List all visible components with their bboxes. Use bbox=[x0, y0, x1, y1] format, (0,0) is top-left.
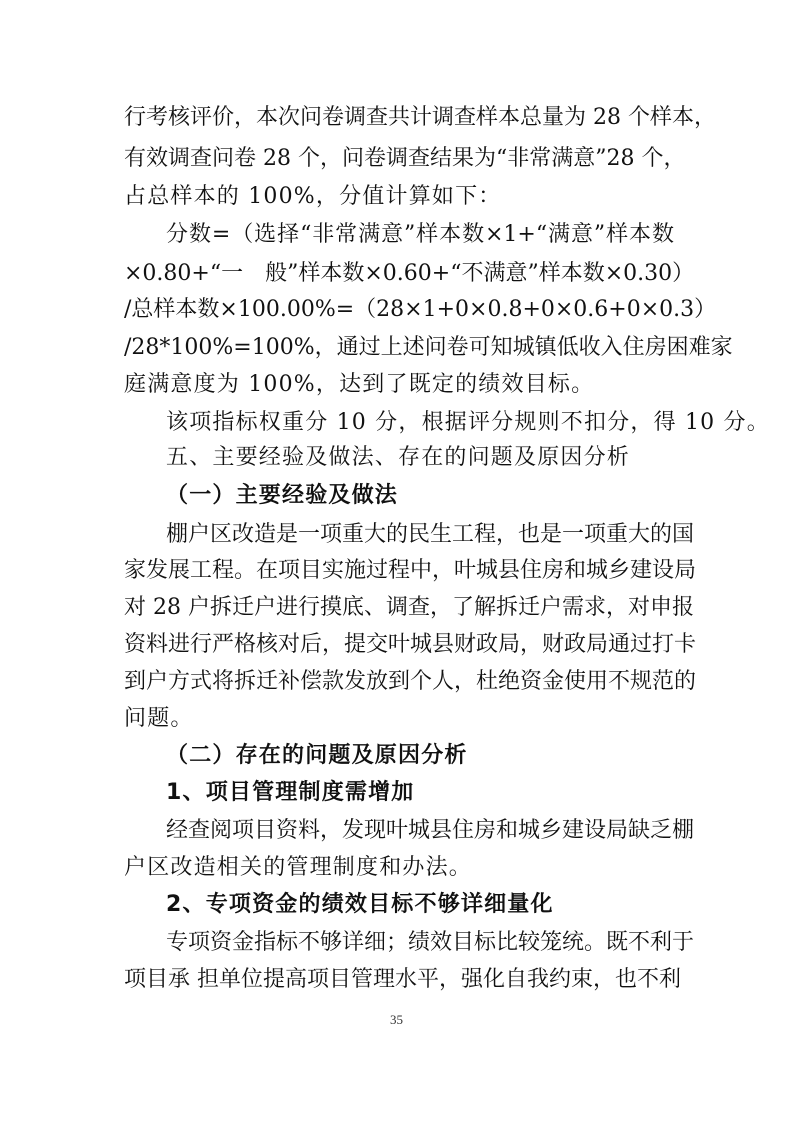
formula-line: ×0.80+“一 般”样本数×0.60+“不满意”样本数×0.30） bbox=[124, 261, 695, 286]
body-text-line: 户区改造相关的管理制度和办法。 bbox=[124, 855, 473, 880]
body-text-line: /28*100%=100%，通过上述问卷可知城镇低收入住房困难家 bbox=[124, 335, 733, 360]
subsection-heading: （一）主要经验及做法 bbox=[166, 483, 399, 508]
body-text-line: 对 28 户拆迁户进行摸底、调查，了解拆迁户需求，对申报 bbox=[124, 595, 694, 620]
body-text-line: 专项资金指标不够详细；绩效目标比较笼统。既不利于 bbox=[166, 930, 695, 955]
body-text-line: 该项指标权重分 10 分，根据评分规则不扣分，得 10 分。 bbox=[166, 410, 770, 435]
body-text-line: 棚户区改造是一项重大的民生工程，也是一项重大的国 bbox=[166, 522, 695, 547]
item-heading: 2、专项资金的绩效目标不够详细量化 bbox=[166, 892, 554, 917]
body-text-line: 庭满意度为 100%，达到了既定的绩效目标。 bbox=[124, 372, 595, 397]
item-heading: 1、项目管理制度需增加 bbox=[166, 780, 415, 805]
body-text-line: 家发展工程。在项目实施过程中，叶城县住房和城乡建设局 bbox=[124, 558, 697, 583]
body-text-line: 经查阅项目资料，发现叶城县住房和城乡建设局缺乏棚 bbox=[166, 818, 695, 843]
body-text-line: 问题。 bbox=[124, 706, 194, 731]
formula-line: 分数=（选择“非常满意”样本数×1+“满意”样本数 bbox=[166, 222, 674, 247]
body-text-line: 项目承 担单位提高项目管理水平，强化自我约束，也不利 bbox=[124, 967, 681, 992]
body-text-line: 到户方式将拆迁补偿款发放到个人，杜绝资金使用不规范的 bbox=[124, 669, 697, 694]
page-number: 35 bbox=[390, 1012, 403, 1027]
formula-line: /总样本数×100.00%=（28×1+0×0.8+0×0.6+0×0.3） bbox=[124, 297, 717, 322]
body-text-line: 有效调查问卷 28 个，问卷调查结果为“非常满意”28 个， bbox=[124, 146, 686, 171]
section-heading: 五、主要经验及做法、存在的问题及原因分析 bbox=[166, 445, 631, 470]
body-text-line: 资料进行严格核对后，提交叶城县财政局，财政局通过打卡 bbox=[124, 632, 697, 657]
body-text-line: 占总样本的 100%，分值计算如下： bbox=[124, 184, 502, 209]
subsection-heading: （二）存在的问题及原因分析 bbox=[166, 743, 468, 768]
body-text-line: 行考核评价，本次问卷调查共计调查样本总量为 28 个样本， bbox=[124, 105, 716, 130]
